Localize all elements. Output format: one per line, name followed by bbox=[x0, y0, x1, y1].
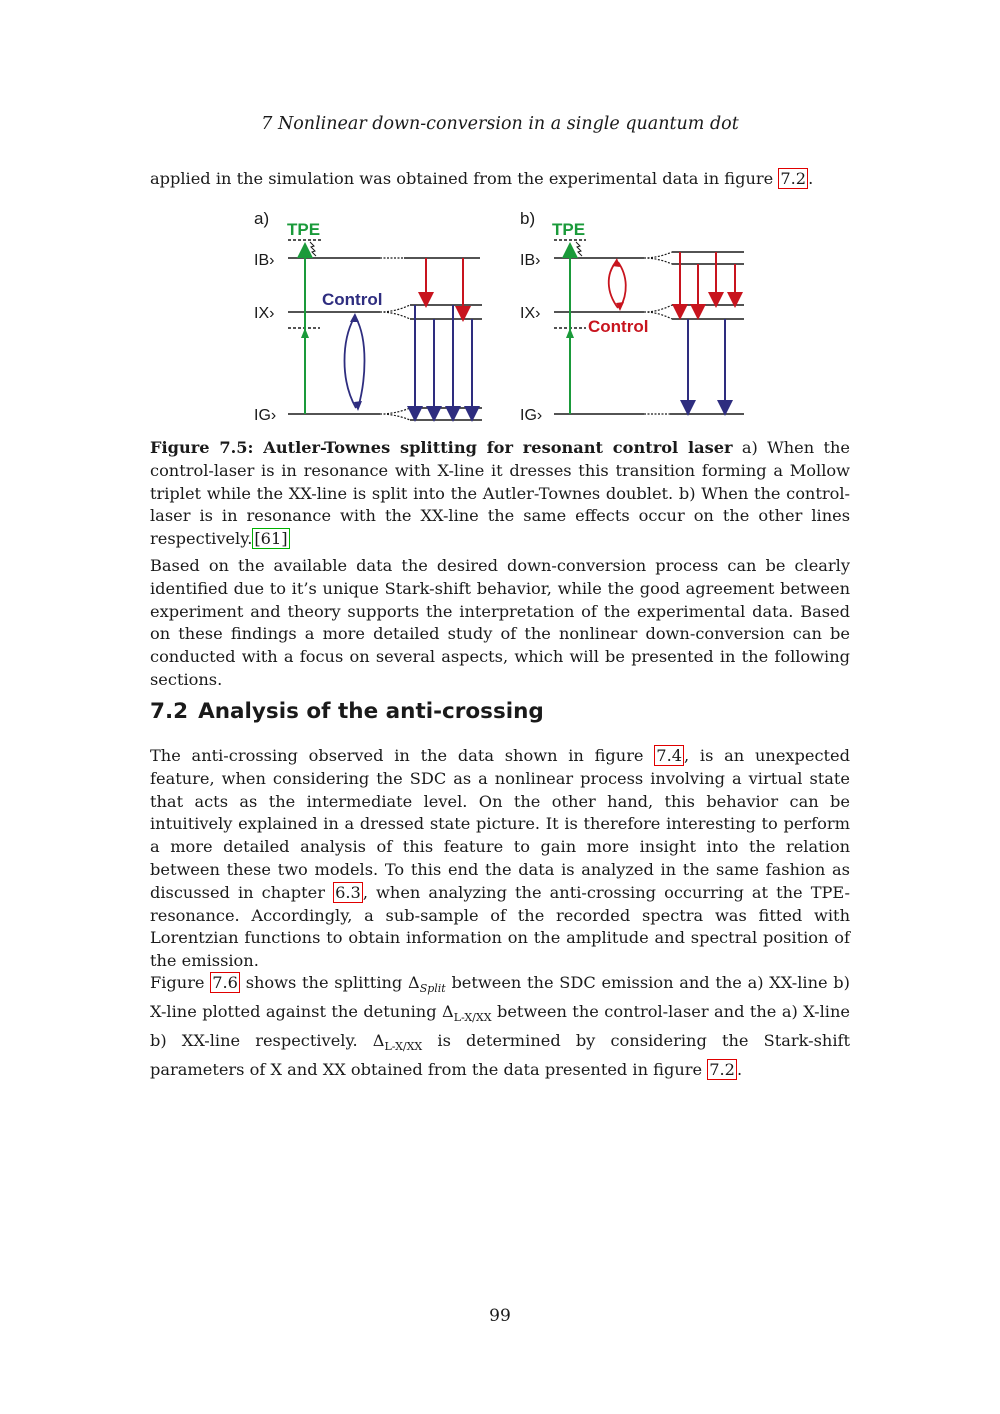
figure-ref-link[interactable]: 7.4 bbox=[656, 746, 683, 765]
figure-ref-link[interactable]: 7.2 bbox=[780, 169, 807, 188]
panel-a-level-b: IB› bbox=[254, 252, 275, 269]
panel-b-level-x: IX› bbox=[520, 305, 541, 322]
panel-b bbox=[520, 209, 744, 424]
panel-a-level-x: IX› bbox=[254, 305, 275, 322]
panel-b-tpe-label: TPE bbox=[552, 220, 586, 239]
paragraph-splitting: Figure 7.6 shows the splitting $\Delta_{Split}$ between the SDC emission and the a) XX-line b) X-line plotted against the detuning $\Delta_{L-X/XX}$ between the control-laser and the a) X-line b) XX-line respectively. $\Delta_{L-X/XX}$ is determined by considering the Stark-shift parameters of X and XX obtained from the data presented in figure 7.2 . bbox=[150, 973, 850, 1080]
paragraph-findings: Based on the available data the desired down-conversion process can be clearly identified due to it’s unique Stark-shift behavior, while the good agreement between experiment and theory supports the interpretation of the experimental data. Based on these findings a more detailed study of the nonlinear down-conversion can be conducted with a focus on several aspects, which will be presented in the following sections. bbox=[150, 556, 850, 689]
panel-a-emission-squiggle bbox=[310, 242, 316, 256]
intro-line: applied in the simulation was obtained from the experimental data in figure 7.2 . bbox=[150, 169, 814, 188]
figure-autler-townes bbox=[240, 200, 760, 430]
panel-a-control-loop bbox=[345, 318, 365, 408]
panel-b-level-g: IG› bbox=[520, 407, 543, 424]
figure-caption: Figure 7.5: Autler-Townes splitting for resonant control laser a) When the control-laser is in resonance with X-line it dresses this transition forming a Mollow triplet while the XX-line is split into the Autler-Townes doublet. b) When the control-laser is in resonance with the XX-line the same effects occur on the other lines respectively. [61] bbox=[150, 438, 850, 549]
paragraph-anti-crossing: The anti-crossing observed in the data shown in figure 7.4 , is an unexpected feature, when considering the SDC as a nonlinear process involving a virtual state that acts as the intermediate level. On the other hand, this behavior can be intuitively explained in a dressed state picture. It is therefore interesting to perform a more detailed analysis of this feature to gain more insight into the relation between these two models. To this end the data is analyzed in the same fashion as discussed in chapter 6.3 , when analyzing the anti-crossing occurring at the TPE-resonance. Accordingly, a sub-sample of the recorded spectra was fitted with Lorentzian functions to obtain information on the amplitude and spectral position of the emission. bbox=[150, 746, 850, 971]
panel-a-label: a) bbox=[254, 209, 270, 228]
panel-a-control-label: Control bbox=[322, 290, 383, 309]
panel-a-tpe-label: TPE bbox=[287, 220, 321, 239]
figure-ref-link[interactable]: 7.6 bbox=[212, 973, 238, 992]
panel-b-control-loop bbox=[609, 262, 626, 308]
running-header: 7 Nonlinear down-conversion in a single quantum dot bbox=[261, 114, 739, 134]
panel-a bbox=[254, 209, 482, 424]
section-heading: 7.2 Analysis of the anti-crossing bbox=[150, 699, 544, 724]
citation-link[interactable]: [61] bbox=[254, 529, 288, 549]
panel-b-label: b) bbox=[520, 209, 536, 228]
panel-b-emission-squiggle bbox=[576, 242, 582, 256]
panel-b-control-label: Control bbox=[588, 317, 649, 336]
panel-a-level-g: IG› bbox=[254, 407, 277, 424]
chapter-ref-link[interactable]: 6.3 bbox=[335, 882, 361, 902]
page-number: 99 bbox=[489, 1306, 511, 1326]
figure-ref-link[interactable]: 7.2 bbox=[709, 1060, 735, 1080]
panel-b-level-b: IB› bbox=[520, 252, 541, 269]
